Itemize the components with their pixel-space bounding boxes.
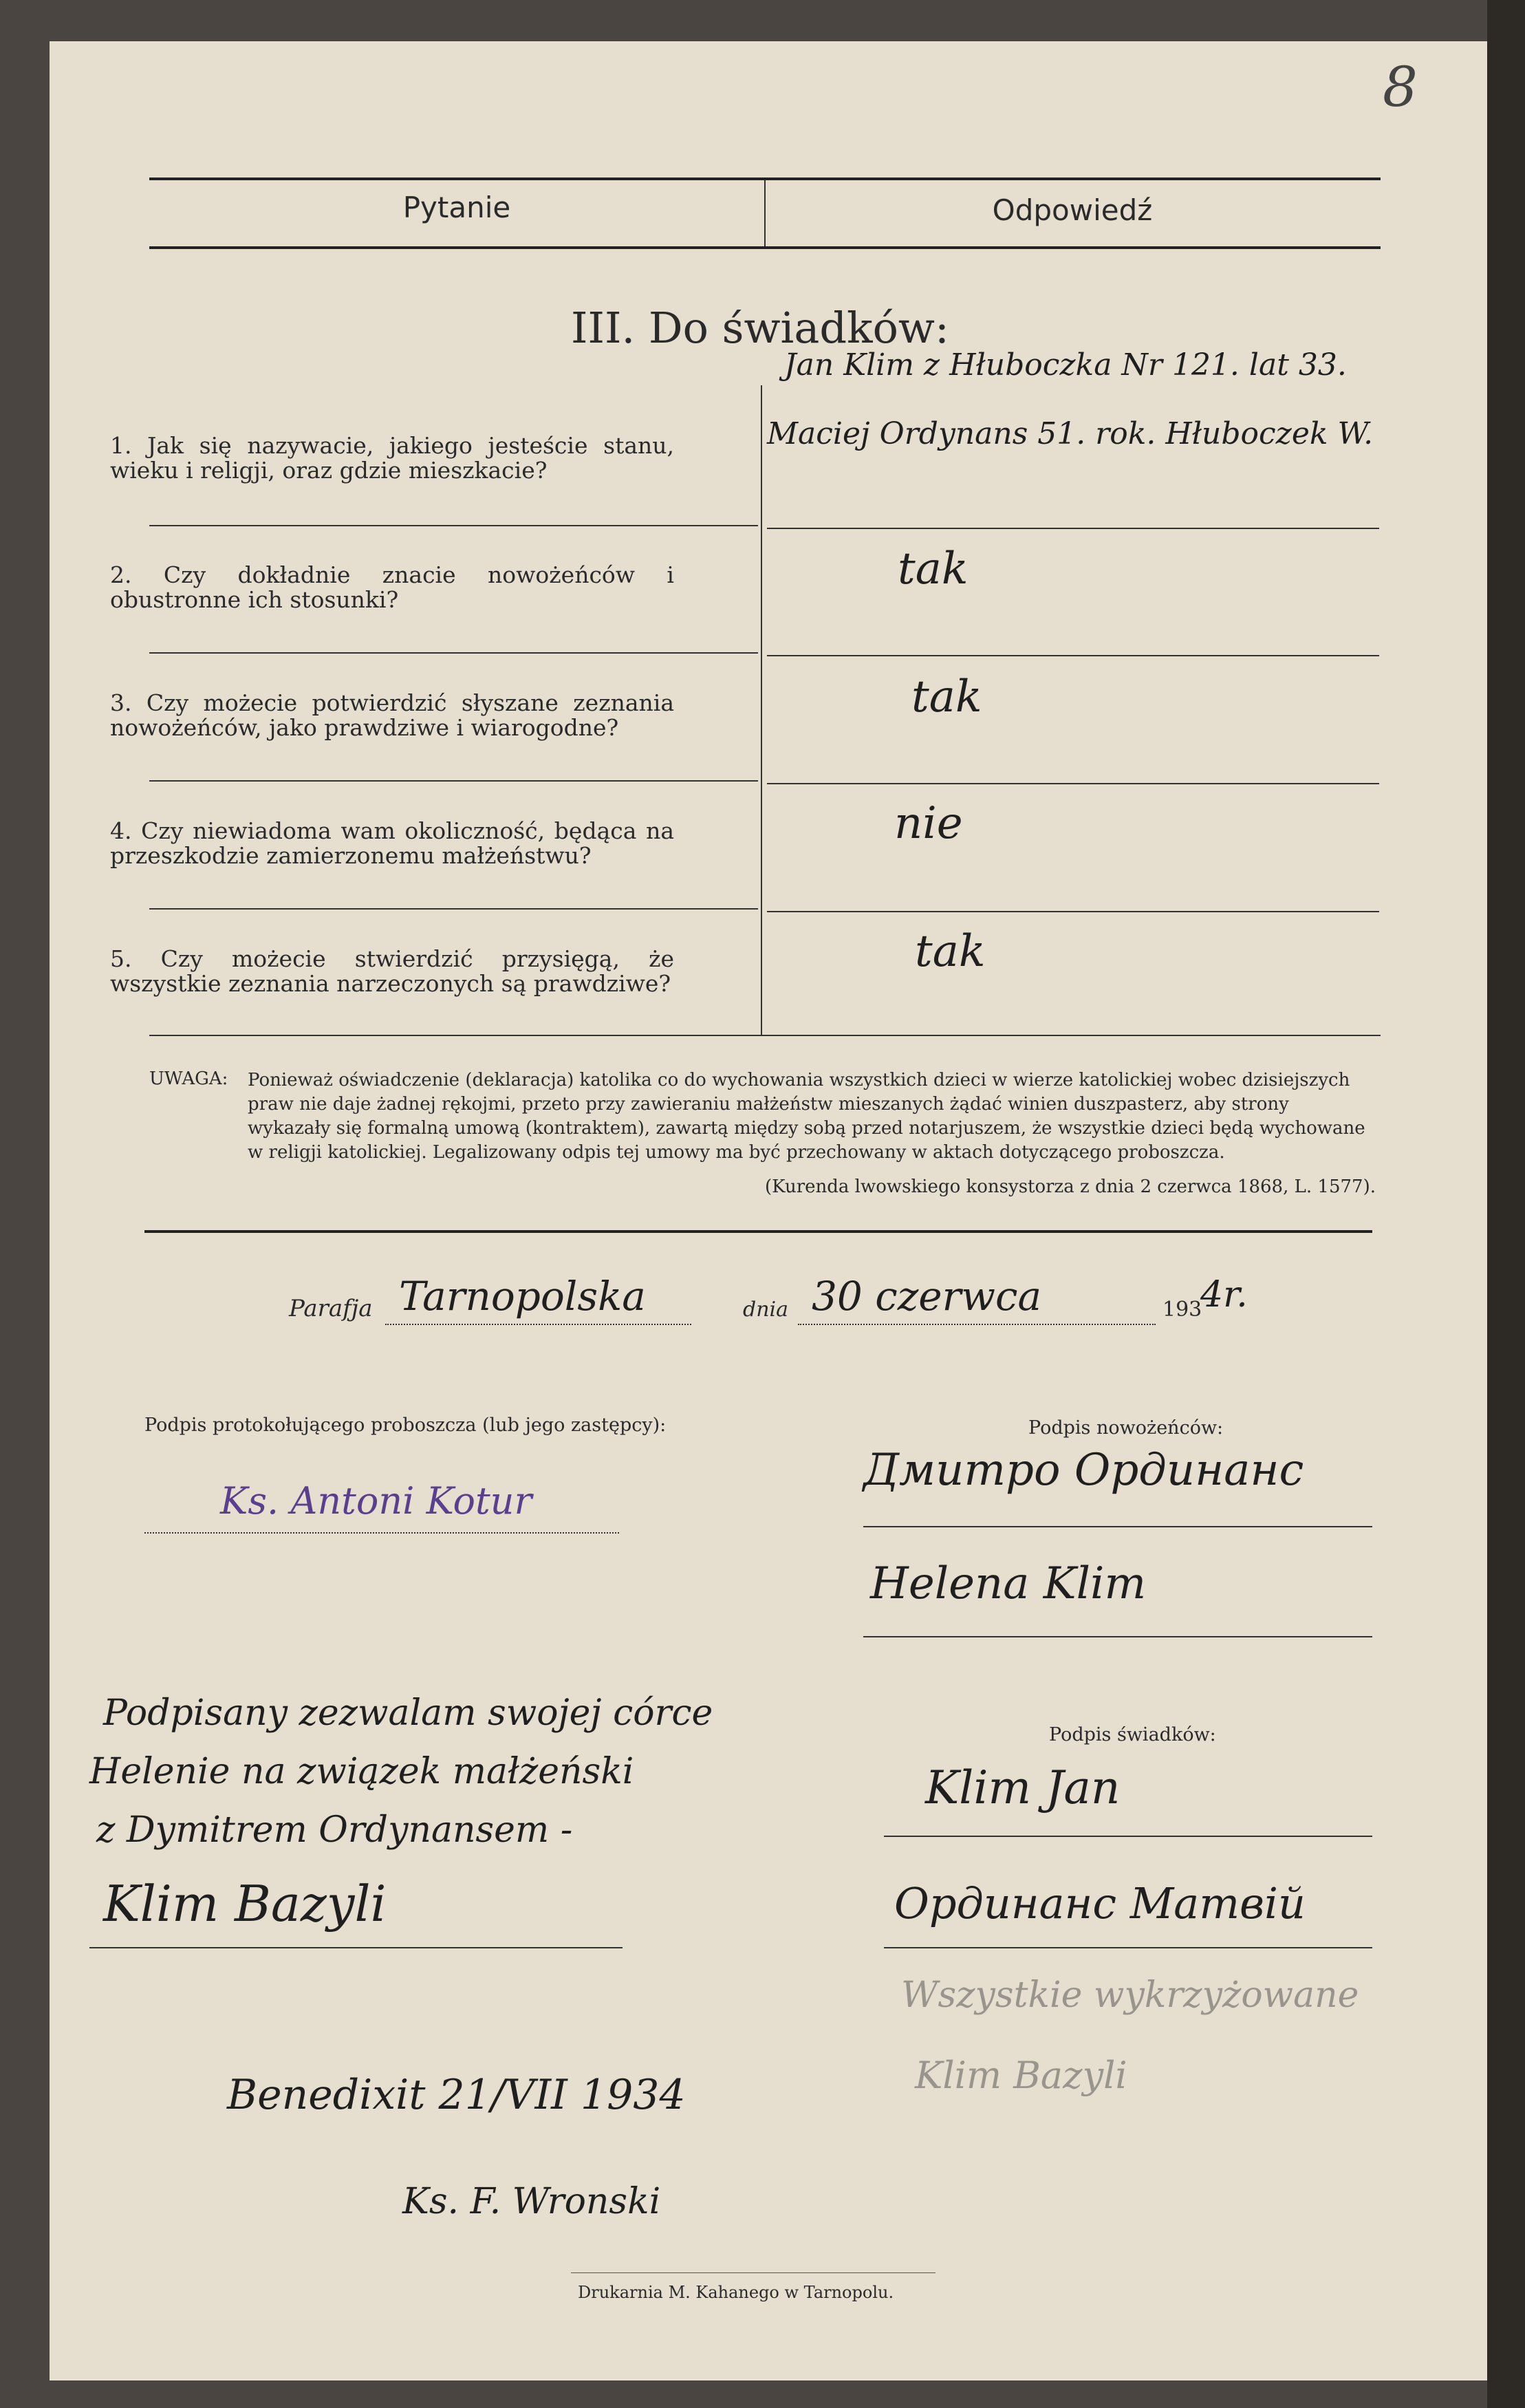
note-line-2: praw nie daje żadnej rękojmi, przeto przy zawieraniu małżeństw mieszanych żądać winien duszpasterz, aby strony [248, 1094, 1289, 1115]
priest-signature-label: Podpis protokołującego proboszcza (lub jego zastępcy): [144, 1415, 667, 1436]
row-rule-4-left [149, 908, 758, 910]
document-page [50, 41, 1487, 2380]
parish-value: Tarnopolska [399, 1273, 646, 1320]
question-1: 1. Jak się nazywacie, jakiego jesteście stanu, wieku i religji, oraz gdzie mieszkacie? [110, 432, 674, 484]
consent-line-1: Podpisany zezwalam swojej córce [103, 1692, 713, 1734]
witness-signature-2: Ординанс Матвій [894, 1878, 1306, 1928]
day-value: 30 czerwca [812, 1273, 1042, 1320]
note-label: UWAGA: [149, 1068, 228, 1089]
benedixit-signature: Ks. F. Wronski [402, 2181, 661, 2222]
witness-signature-1: Klim Jan [925, 1761, 1121, 1814]
note-source: (Kurenda lwowskiego konsystorza z dnia 2 czerwca 1868, L. 1577). [764, 1176, 1376, 1197]
answer-1-line2: Maciej Ordynans 51. rok. Hłuboczek W. [767, 416, 1374, 451]
priest-signature: Ks. Antoni Kotur [220, 1479, 532, 1523]
row-rule-2-left [149, 652, 758, 654]
benedixit-text: Benedixit 21/VII 1934 [227, 2071, 686, 2119]
table-bottom-rule [149, 1035, 1381, 1036]
consent-signature: Klim Bazyli [103, 1875, 387, 1933]
day-label: dnia [743, 1298, 789, 1322]
header-answer: Odpowiedź [992, 193, 1153, 227]
row-rule-1-right [767, 528, 1379, 529]
spouse-signature-2: Helena Klim [870, 1558, 1147, 1609]
question-2: 2. Czy dokładnie znacie nowożeńców i obustronne ich stosunki? [110, 561, 674, 613]
printer-imprint: Drukarnia M. Kahanego w Tarnopolu. [578, 2283, 894, 2302]
note-line-1: Ponieważ oświadczenie (deklaracja) katolika co do wychowania wszystkich dzieci w wierze katolickiej wobec dzisiejszych [248, 1070, 1350, 1090]
year-value: 4r. [1200, 1274, 1248, 1315]
answer-4: nie [894, 798, 963, 849]
spouse-line-2 [863, 1636, 1372, 1637]
answer-1-line1: Jan Klim z Hłuboczka Nr 121. lat 33. [784, 347, 1347, 383]
answer-5: tak [915, 926, 986, 977]
spouse-line-1 [863, 1526, 1372, 1527]
answer-2: tak [898, 544, 969, 594]
witnesses-signature-label: Podpis świadków: [1049, 1724, 1216, 1745]
header-question: Pytanie [402, 191, 511, 224]
row-rule-3-right [767, 783, 1379, 784]
spouses-signature-label: Podpis nowożeńców: [1028, 1417, 1224, 1439]
note-line-4: w religji katolickiej. Legalizowany odpis tej umowy ma być przechowany w aktach dotyczącego proboszcza. [248, 1142, 1225, 1163]
row-rule-2-right [767, 655, 1379, 656]
question-5: 5. Czy możecie stwierdzić przysięgą, że wszystkie zeznania narzeczonych są prawdziwe? [110, 945, 674, 997]
day-dotted-line [798, 1324, 1156, 1325]
column-divider-body [761, 385, 762, 1035]
spouse-signature-1: Дмитро Ординанс [863, 1445, 1304, 1496]
binding-edge [1487, 0, 1525, 2408]
row-rule-1-left [149, 525, 758, 526]
witness-line-2 [884, 1947, 1372, 1948]
row-rule-3-left [149, 780, 758, 782]
year-prefix: 193 [1162, 1298, 1202, 1322]
witness-note-2: Klim Bazyli [915, 2054, 1127, 2097]
question-4: 4. Czy niewiadoma wam okoliczność, będąca na przeszkodzie zamierzonemu małżeństwu? [110, 817, 674, 869]
question-3: 3. Czy możecie potwierdzić słyszane zeznania nowożeńców, jako prawdziwe i wiarogodne? [110, 689, 674, 741]
parish-dotted-line [385, 1324, 691, 1325]
note-line-3: wykazały się formalną umową (kontraktem), zawartą między sobą przed notarjuszem, że wszystkie dzieci będą wychowane [248, 1118, 1365, 1139]
section-rule [144, 1230, 1372, 1233]
consent-signature-line [89, 1947, 623, 1948]
section-title: III. Do świadków: [571, 303, 949, 353]
answer-3: tak [911, 671, 982, 722]
header-bottom-rule [149, 246, 1381, 249]
printer-rule [571, 2272, 935, 2273]
witness-note-1: Wszystkie wykrzyżowane [901, 1975, 1359, 2016]
priest-signature-line [144, 1532, 619, 1534]
witness-line-1 [884, 1836, 1372, 1837]
parish-label: Parafja [289, 1295, 373, 1322]
consent-line-2: Helenie na związek małżeński [89, 1751, 634, 1792]
row-rule-4-right [767, 911, 1379, 912]
consent-line-3: z Dymitrem Ordynansem - [96, 1809, 573, 1851]
page-number: 8 [1383, 55, 1418, 119]
